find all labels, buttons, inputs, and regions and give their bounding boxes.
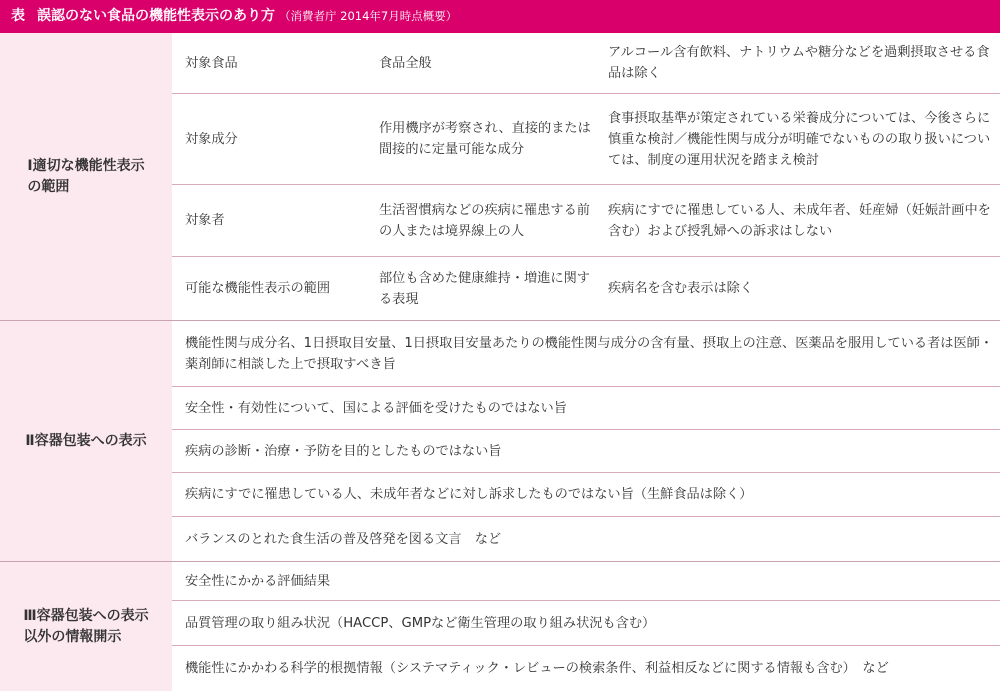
table-row <box>172 185 1000 257</box>
row-text: 安全性・有効性について、国による評価を受けたものではない旨 <box>185 400 567 416</box>
section-heading-text: Ⅱ容器包装への表示 <box>25 432 147 449</box>
table-subtitle: （消費者庁 2014年7月時点概要） <box>279 9 458 23</box>
row-text: 疾病の診断・治療・予防を目的としたものではない旨 <box>185 443 502 459</box>
row-label: 可能な機能性表示の範囲 <box>185 281 331 296</box>
table-row <box>172 562 1000 601</box>
section-heading-text: Ⅰ適切な機能性表示 の範囲 <box>27 157 145 195</box>
row-value: 食品全般 <box>379 55 432 71</box>
section-heading-text: Ⅲ容器包装への表示 以外の情報開示 <box>23 607 149 645</box>
table-label: 表 <box>11 8 25 24</box>
table-row <box>172 257 1000 320</box>
table-row <box>172 321 1000 387</box>
row-value: 作用機序が考察され、直接的または間接的に定量可能な成分 <box>379 121 591 157</box>
section-body <box>172 562 1000 691</box>
row-text: 品質管理の取り組み状況（HACCP、GMPなど衛生管理の取り組み状況も含む） <box>185 615 656 631</box>
row-label: 対象者 <box>185 213 225 228</box>
row-text: 疾病にすでに罹患している人、未成年者などに対し訴求したものではない旨（生鮮食品は除く） <box>185 487 753 502</box>
section-heading <box>0 321 172 561</box>
row-note: 疾病名を含む表示は除く <box>608 281 754 296</box>
section-body <box>172 33 1000 320</box>
row-text: 機能性関与成分名、1日摂取目安量、1日摂取目安量あたりの機能性関与成分の含有量、摂取上の注意、医薬品を服用している者は医師・薬剤師に相談した上で摂取すべき旨 <box>185 335 994 372</box>
table-row <box>172 601 1000 646</box>
table-row <box>172 387 1000 430</box>
section-heading <box>0 562 172 691</box>
table-row <box>172 33 1000 94</box>
row-value: 部位も含めた健康維持・増進に関する表現 <box>379 270 590 307</box>
table-row <box>172 517 1000 561</box>
table-row <box>172 473 1000 517</box>
row-label: 対象食品 <box>185 55 238 71</box>
table-title-bar <box>0 0 1000 33</box>
row-label: 対象成分 <box>185 131 238 147</box>
row-note: アルコール含有飲料、ナトリウムや糖分などを過剰摂取させる食品は除く <box>608 45 990 81</box>
table-row <box>172 646 1000 691</box>
row-text: 機能性にかかわる科学的根拠情報（システマティック・レビューの検索条件、利益相反などに関する情報も含む） など <box>185 661 889 676</box>
row-text: バランスのとれた食生活の普及啓発を図る文言 など <box>185 531 502 547</box>
section-info-disclosure <box>0 562 1000 691</box>
row-value: 生活習慣病などの疾病に罹患する前の人または境界線上の人 <box>379 202 590 239</box>
row-note: 疾病にすでに罹患している人、未成年者、妊産婦（妊娠計画中を含む）および授乳婦への訴求はしない <box>608 202 991 239</box>
table-row <box>172 94 1000 185</box>
table-row <box>172 430 1000 473</box>
section-body <box>172 321 1000 561</box>
row-note: 食事摂取基準が策定されている栄養成分については、今後さらに慎重な検討／機能性関与成分が明確でないものの取り扱いについては、制度の運用状況を踏まえ検討 <box>608 110 991 168</box>
table-title: 誤認のない食品の機能性表示のあり方 <box>37 8 275 24</box>
section-heading <box>0 33 172 320</box>
section-scope <box>0 33 1000 320</box>
section-package-label <box>0 321 1000 561</box>
row-text: 安全性にかかる評価結果 <box>185 573 331 589</box>
